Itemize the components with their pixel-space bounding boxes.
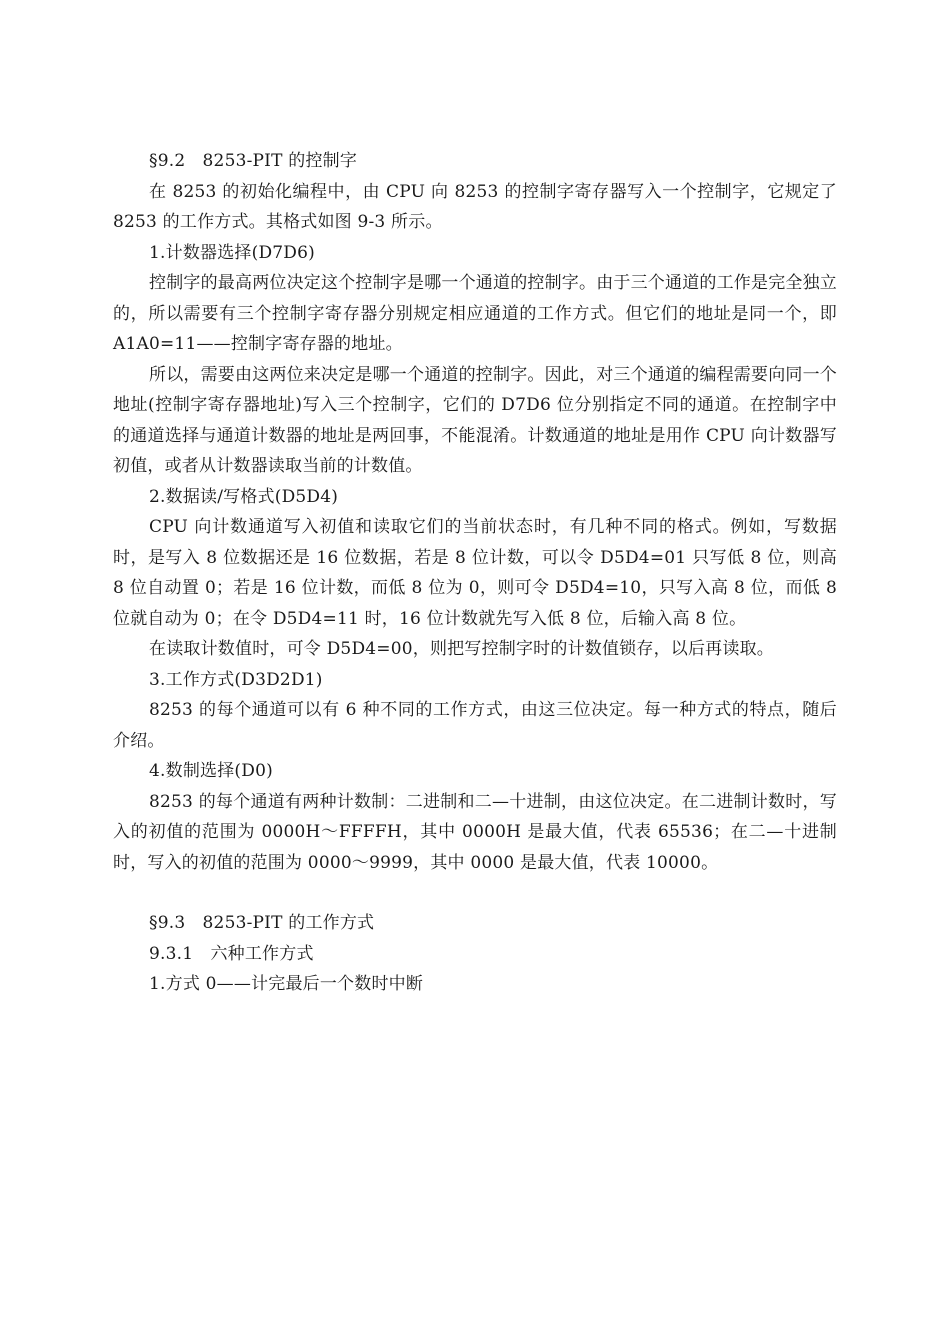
section-heading-9-2: §9.2 8253-PIT 的控制字 xyxy=(149,151,358,171)
paragraph-rw-format-1: CPU 向计数通道写入初值和读取它们的当前状态时，有几种不同的格式。例如，写数据时，是写入 8 位数据还是 16 位数据，若是 8 位计数，可以令 D5D4=01 只写低 8 位，则高 8 位自动置 0；若是 16 位计数，而低 8 位为 0，则可令 D5D4=10，只写入高 8 位，而低 8 位就自动为 0；在令 D5D4=11 时，16 位计数就先写入低 8 位，后输入高 8 位。 xyxy=(113,517,837,629)
subsection-heading-work-mode: 3.工作方式(D3D2D1) xyxy=(149,669,323,690)
subsection-heading-9-3-1: 9.3.1 六种工作方式 xyxy=(149,943,314,964)
subsection-heading-number-system: 4.数制选择(D0) xyxy=(149,761,273,781)
paragraph-counter-select-2: 所以，需要由这两位来决定是哪一个通道的控制字。因此，对三个通道的编程需要向同一个地址(控制字寄存器地址)写入三个控制字，它们的 D7D6 位分别指定不同的通道。在控制字中的通道选择与通道计数器的地址是两回事，不能混淆。计数通道的地址是用作 CPU 向计数器写初值，或者从计数器读取当前的计数值。 xyxy=(113,364,837,476)
item-mode-0: 1.方式 0——计完最后一个数时中断 xyxy=(149,974,424,994)
paragraph-counter-select-1: 控制字的最高两位决定这个控制字是哪一个通道的控制字。由于三个通道的工作是完全独立的，所以需要有三个控制字寄存器分别规定相应通道的工作方式。但它们的地址是同一个，即 A1A0=11——控制字寄存器的地址。 xyxy=(113,273,837,354)
subsection-heading-counter-select: 1.计数器选择(D7D6) xyxy=(149,242,315,263)
paragraph-work-mode: 8253 的每个通道可以有 6 种不同的工作方式，由这三位决定。每一种方式的特点，随后介绍。 xyxy=(113,700,837,751)
section-gap xyxy=(113,878,837,908)
document-page xyxy=(113,146,837,1000)
paragraph-intro: 在 8253 的初始化编程中，由 CPU 向 8253 的控制字寄存器写入一个控制字，它规定了 8253 的工作方式。其格式如图 9-3 所示。 xyxy=(113,181,837,232)
paragraph-number-system: 8253 的每个通道有两种计数制：二进制和二—十进制，由这位决定。在二进制计数时，写入的初值的范围为 0000H～FFFFH，其中 0000H 是最大值，代表 65536；在二—十进制时，写入的初值的范围为 0000～9999，其中 0000 是最大值，代表 10000。 xyxy=(113,791,837,873)
section-heading-9-3: §9.3 8253-PIT 的工作方式 xyxy=(149,913,375,933)
subsection-heading-rw-format: 2.数据读/写格式(D5D4) xyxy=(149,486,339,507)
paragraph-rw-format-2: 在读取计数值时，可令 D5D4=00，则把写控制字时的计数值锁存，以后再读取。 xyxy=(149,639,774,659)
